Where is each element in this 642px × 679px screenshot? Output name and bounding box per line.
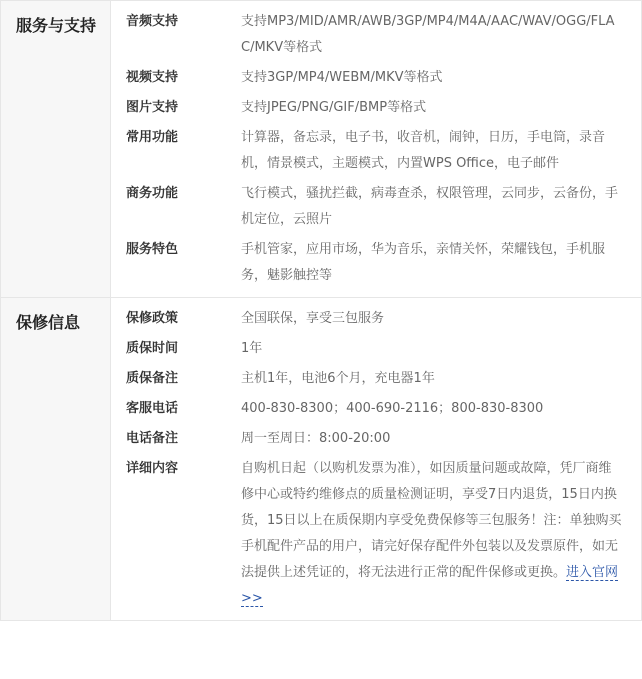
spec-row-service-features [111,237,641,293]
spec-value-details [241,456,641,612]
spec-label: 商务功能 [126,186,179,201]
spec-label: 质保备注 [126,371,179,386]
spec-value: 全国联保，享受三包服务 [241,311,385,326]
warranty-section [1,298,641,621]
spec-value: 计算器，备忘录，电子书，收音机，闹钟，日历，手电筒，录音机，情景模式，主题模式，内置WPS Office，电子邮件 [241,130,606,171]
spec-row-service-phone [111,396,641,426]
service-section [1,1,641,298]
official-site-link[interactable]: 进入官网>> [241,565,619,606]
section-heading: 服务与支持 [1,1,111,297]
spec-row-warranty-notes [111,366,641,396]
spec-label: 详细内容 [126,461,179,476]
spec-value: 周一至周日：8:00-20:00 [241,431,391,446]
section-heading: 保修信息 [1,298,111,620]
spec-value: 支持MP3/MID/AMR/AWB/3GP/MP4/M4A/AAC/WAV/OGG/FLAC/MKV等格式 [241,14,615,55]
spec-row-image [111,95,641,125]
spec-row-warranty-policy [111,306,641,336]
spec-row-video [111,65,641,95]
spec-value: 400-830-8300；400-690-2116；800-830-8300 [241,401,544,416]
spec-row-business-functions [111,181,641,237]
spec-label: 图片支持 [126,100,179,115]
spec-row-details [111,456,641,616]
spec-label: 常用功能 [126,130,179,145]
spec-label: 客服电话 [126,401,179,416]
spec-value: 手机管家，应用市场，华为音乐，亲情关怀，荣耀钱包，手机服务，魅影触控等 [241,242,606,283]
spec-label: 服务特色 [126,242,179,257]
spec-value: 支持3GP/MP4/WEBM/MKV等格式 [241,70,443,85]
spec-row-audio [111,9,641,65]
spec-value: 飞行模式，骚扰拦截，病毒查杀，权限管理，云同步，云备份，手机定位，云照片 [241,186,619,227]
spec-label: 保修政策 [126,311,179,326]
spec-value: 主机1年，电池6个月，充电器1年 [241,371,435,386]
spec-label: 视频支持 [126,70,179,85]
spec-row-common-functions [111,125,641,181]
spec-row-phone-notes [111,426,641,456]
spec-label: 质保时间 [126,341,179,356]
spec-label: 音频支持 [126,14,179,29]
details-text: 自购机日起（以购机发票为准），如因质量问题或故障，凭厂商维修中心或特约维修点的质量检测证明，享受7日内退货，15日内换货，15日以上在质保期内享受免费保修等三包服务！注：单独购买手机配件产品的用户，请完好保存配件外包装以及发票原件，如无法提供上述凭证的，将无法进行正常的配件保修或更换。 [241,461,622,580]
spec-value: 1年 [241,341,263,356]
spec-row-warranty-period [111,336,641,366]
spec-label: 电话备注 [126,431,179,446]
spec-value: 支持JPEG/PNG/GIF/BMP等格式 [241,100,427,115]
section-body [111,1,641,297]
section-body [111,298,641,620]
